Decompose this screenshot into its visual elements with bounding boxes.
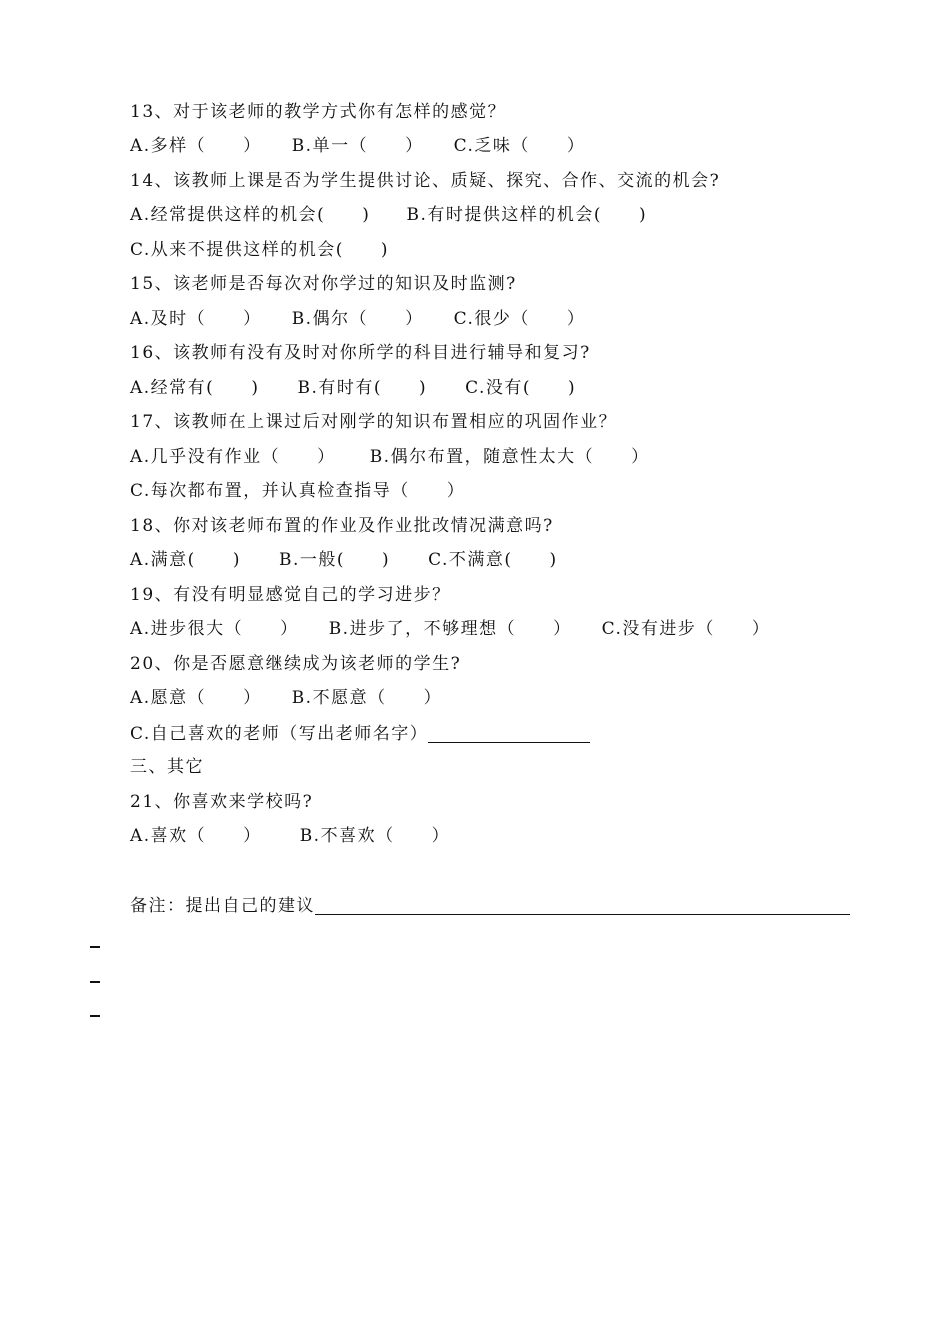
margin-dash (90, 981, 100, 983)
option-b: B.单一（ ） (291, 136, 424, 156)
option-b: B.进步了，不够理想（ ） (328, 619, 572, 639)
option-c: C.没有( ) (465, 378, 577, 398)
question-21 (130, 787, 313, 817)
option-c: C.不满意( ) (428, 550, 558, 570)
option-c: C.没有进步（ ） (601, 619, 771, 639)
question-19-options (130, 614, 770, 644)
option-b: B.一般( ) (278, 550, 391, 570)
question-13 (130, 97, 506, 127)
option-b: B.不愿意（ ） (291, 688, 443, 708)
option-c: C.乏味（ ） (453, 136, 586, 156)
question-text: 13、对于该老师的教学方式你有怎样的感觉？ (130, 102, 507, 122)
margin-dash (90, 946, 100, 948)
option-a: A.喜欢（ ） (130, 826, 262, 846)
question-text: 14、该教师上课是否为学生提供讨论、质疑、探究、合作、交流的机会? (130, 171, 721, 191)
option-a: A.经常有( ) (130, 378, 260, 398)
option-b: B.偶尔布置，随意性太大（ ） (369, 447, 650, 467)
option-a: A.进步很大（ ） (130, 619, 299, 639)
question-14 (130, 166, 720, 196)
question-15 (130, 269, 517, 299)
question-21-options (130, 821, 450, 851)
question-16 (130, 338, 591, 368)
question-14-options (130, 200, 647, 230)
remarks (130, 890, 850, 920)
option-a: A.多样（ ） (130, 136, 262, 156)
question-text: 19、有没有明显感觉自己的学习进步？ (130, 585, 451, 605)
teacher-name-blank[interactable] (428, 722, 590, 743)
question-16-options (130, 373, 576, 403)
option-c: C.每次都布置，并认真检查指导（ ） (130, 481, 466, 501)
question-17-options-cont (130, 476, 465, 506)
question-20-options (130, 683, 442, 713)
question-20 (130, 649, 461, 679)
margin-dash (90, 1015, 100, 1017)
question-text: 21、你喜欢来学校吗? (130, 792, 314, 812)
question-18-options (130, 545, 558, 575)
option-c: C.从来不提供这样的机会( ) (130, 240, 390, 260)
question-20-options-cont (130, 718, 590, 748)
suggestion-blank[interactable] (315, 894, 850, 915)
section-title: 三、其它 (130, 757, 204, 777)
option-c: C.很少（ ） (453, 309, 586, 329)
question-17-options (130, 442, 650, 472)
question-19 (130, 580, 451, 610)
option-c: C.自己喜欢的老师（写出老师名字） (130, 724, 429, 744)
question-text: 20、你是否愿意继续成为该老师的学生? (130, 654, 462, 674)
question-text: 18、你对该老师布置的作业及作业批改情况满意吗? (130, 516, 554, 536)
option-b: B.有时提供这样的机会( ) (406, 205, 648, 225)
option-a: A.愿意（ ） (130, 688, 262, 708)
remarks-label: 备注：提出自己的建议 (130, 896, 315, 916)
question-text: 15、该老师是否每次对你学过的知识及时监测? (130, 274, 517, 294)
question-17 (130, 407, 617, 437)
question-text: 17、该教师在上课过后对刚学的知识布置相应的巩固作业？ (130, 412, 618, 432)
option-b: B.有时有( ) (297, 378, 428, 398)
question-18 (130, 511, 554, 541)
option-a: A.满意( ) (130, 550, 241, 570)
option-a: A.经常提供这样的机会( ) (130, 205, 371, 225)
section-heading (130, 752, 204, 782)
question-14-options-cont (130, 235, 389, 265)
option-b: B.不喜欢（ ） (299, 826, 451, 846)
question-15-options (130, 304, 585, 334)
question-text: 16、该教师有没有及时对你所学的科目进行辅导和复习? (130, 343, 591, 363)
option-b: B.偶尔（ ） (291, 309, 424, 329)
question-13-options (130, 131, 585, 161)
option-a: A.几乎没有作业（ ） (130, 447, 336, 467)
option-a: A.及时（ ） (130, 309, 262, 329)
